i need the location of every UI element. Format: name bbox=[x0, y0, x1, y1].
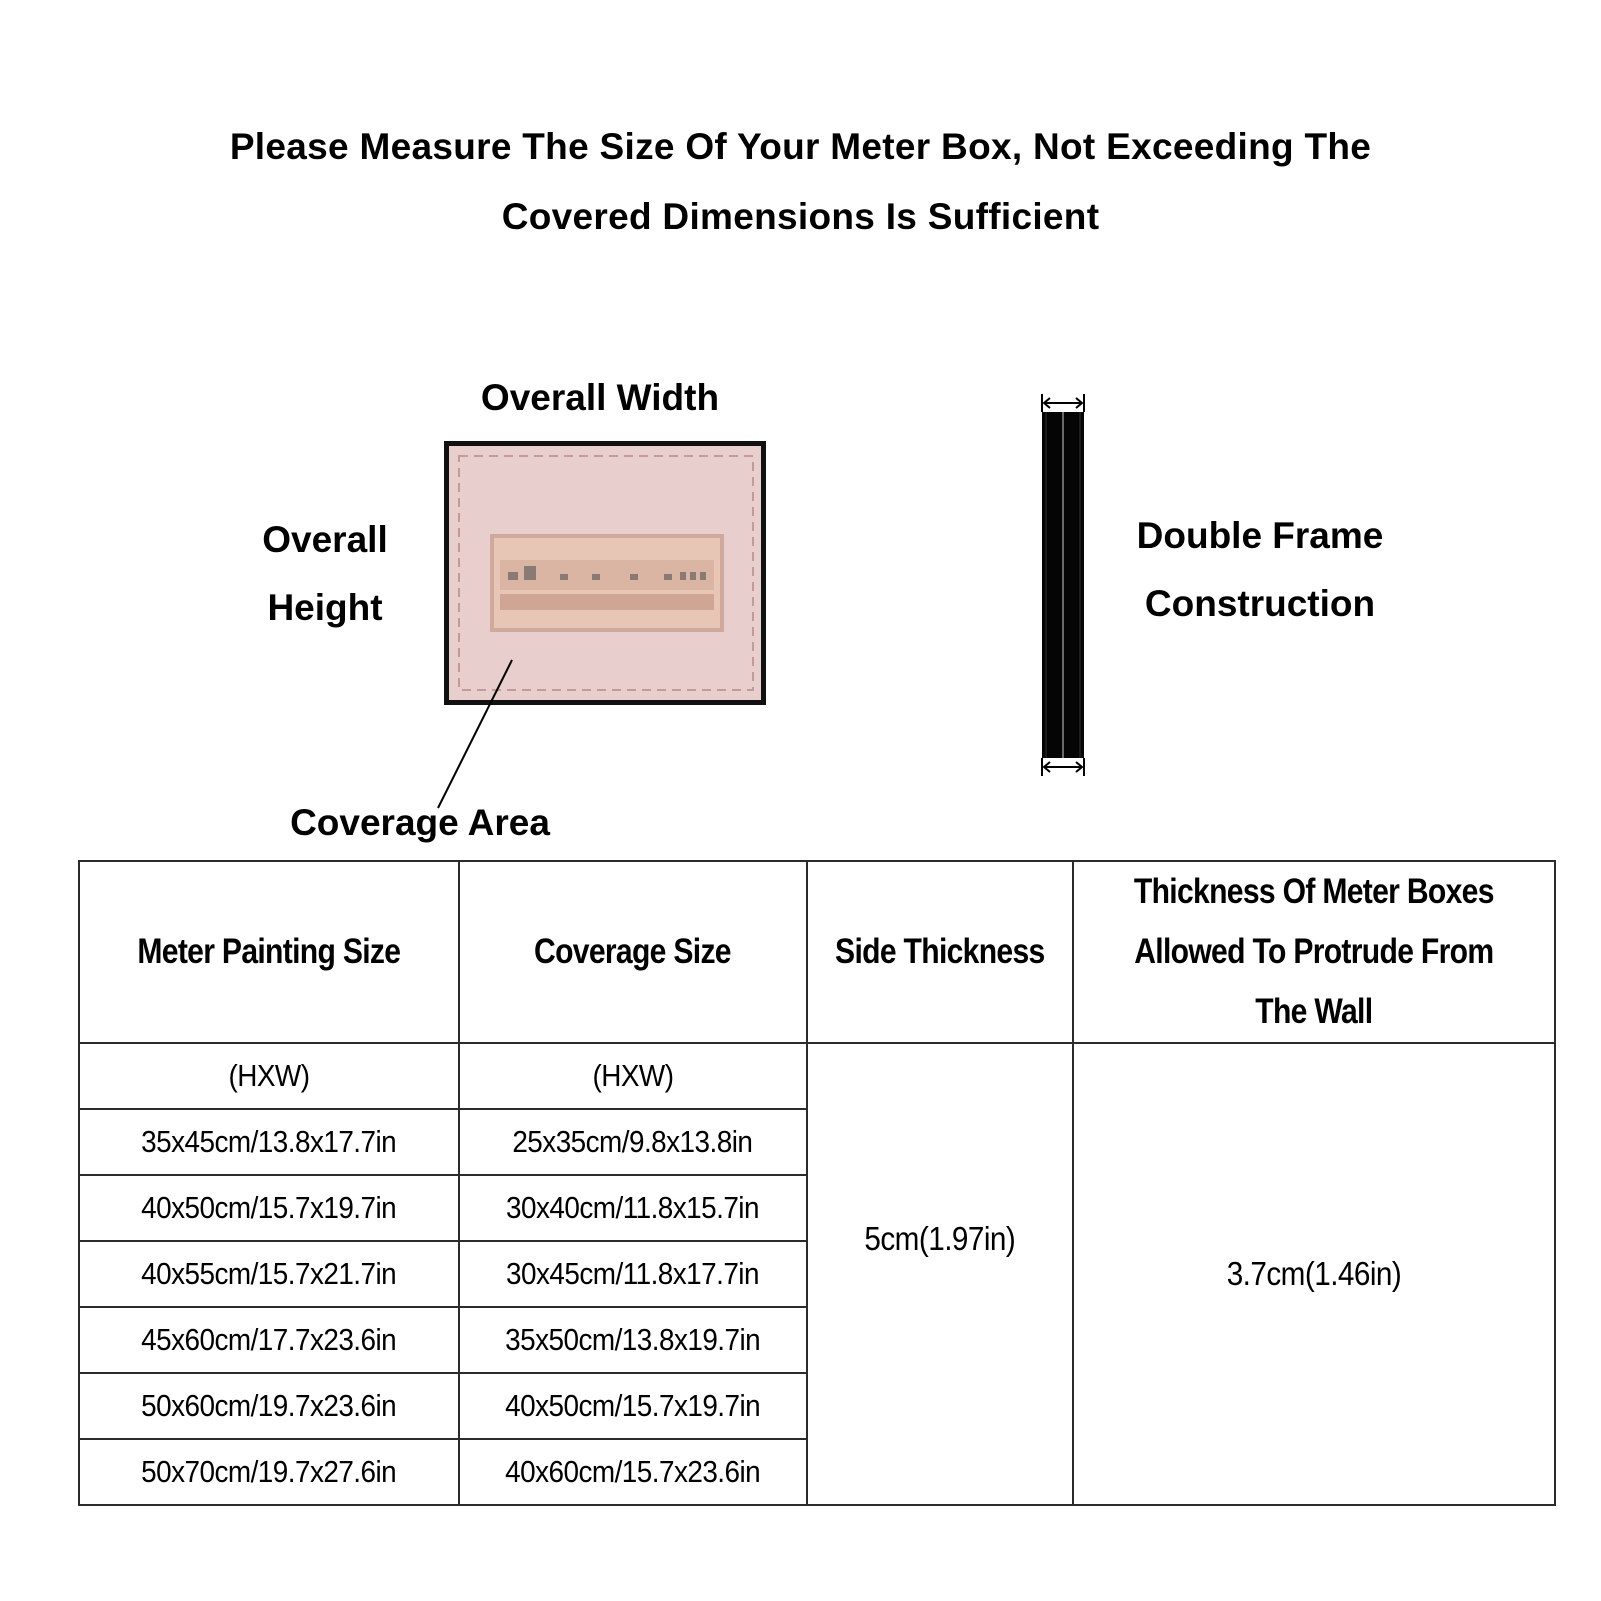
double-frame-label bbox=[1110, 502, 1410, 638]
coverage-size-cell: 30x40cm/11.8x15.7in bbox=[459, 1175, 807, 1241]
header-protrude-thickness: Thickness Of Meter Boxes Allowed To Protrude From The Wall bbox=[1073, 861, 1555, 1043]
double-arrow-top-icon bbox=[1042, 394, 1084, 412]
side-thickness-value: 5cm(1.97in) bbox=[807, 1043, 1073, 1505]
unit-cell-coverage: (HXW) bbox=[459, 1043, 807, 1109]
painting-size-cell: 50x60cm/19.7x23.6in bbox=[79, 1373, 459, 1439]
coverage-size-cell: 40x60cm/15.7x23.6in bbox=[459, 1439, 807, 1505]
overall-width-label: Overall Width bbox=[480, 377, 720, 418]
coverage-area-label: Coverage Area bbox=[290, 802, 550, 843]
painting-size-cell: 45x60cm/17.7x23.6in bbox=[79, 1307, 459, 1373]
double-arrow-bottom-icon bbox=[1042, 758, 1084, 776]
overall-height-label bbox=[225, 506, 425, 642]
meter-panel-image bbox=[490, 534, 724, 632]
painting-size-cell: 40x55cm/15.7x21.7in bbox=[79, 1241, 459, 1307]
table-header-row bbox=[79, 861, 1555, 1043]
headline-line-2: Covered Dimensions Is Sufficient bbox=[501, 196, 1100, 237]
painting-size-cell: 40x50cm/15.7x19.7in bbox=[79, 1175, 459, 1241]
size-table bbox=[78, 860, 1556, 1506]
overall-height-line-1: Overall bbox=[262, 519, 388, 560]
double-frame-profile bbox=[1042, 412, 1084, 758]
painting-size-cell: 35x45cm/13.8x17.7in bbox=[79, 1109, 459, 1175]
coverage-size-cell: 40x50cm/15.7x19.7in bbox=[459, 1373, 807, 1439]
coverage-size-cell: 25x35cm/9.8x13.8in bbox=[459, 1109, 807, 1175]
double-frame-line-1: Double Frame bbox=[1136, 515, 1384, 556]
double-frame-line-2: Construction bbox=[1144, 583, 1376, 624]
headline-line-1: Please Measure The Size Of Your Meter Box, Not Exceeding The bbox=[229, 126, 1372, 167]
coverage-size-cell: 35x50cm/13.8x19.7in bbox=[459, 1307, 807, 1373]
header-meter-painting-size: Meter Painting Size bbox=[79, 861, 459, 1043]
table-row bbox=[79, 1043, 1555, 1109]
coverage-size-cell: 30x45cm/11.8x17.7in bbox=[459, 1241, 807, 1307]
header-side-thickness: Side Thickness bbox=[807, 861, 1073, 1043]
painting-size-cell: 50x70cm/19.7x27.6in bbox=[79, 1439, 459, 1505]
header-coverage-size: Coverage Size bbox=[459, 861, 807, 1043]
protrude-thickness-value: 3.7cm(1.46in) bbox=[1073, 1043, 1555, 1505]
unit-cell-painting: (HXW) bbox=[79, 1043, 459, 1109]
overall-height-line-2: Height bbox=[267, 587, 383, 628]
